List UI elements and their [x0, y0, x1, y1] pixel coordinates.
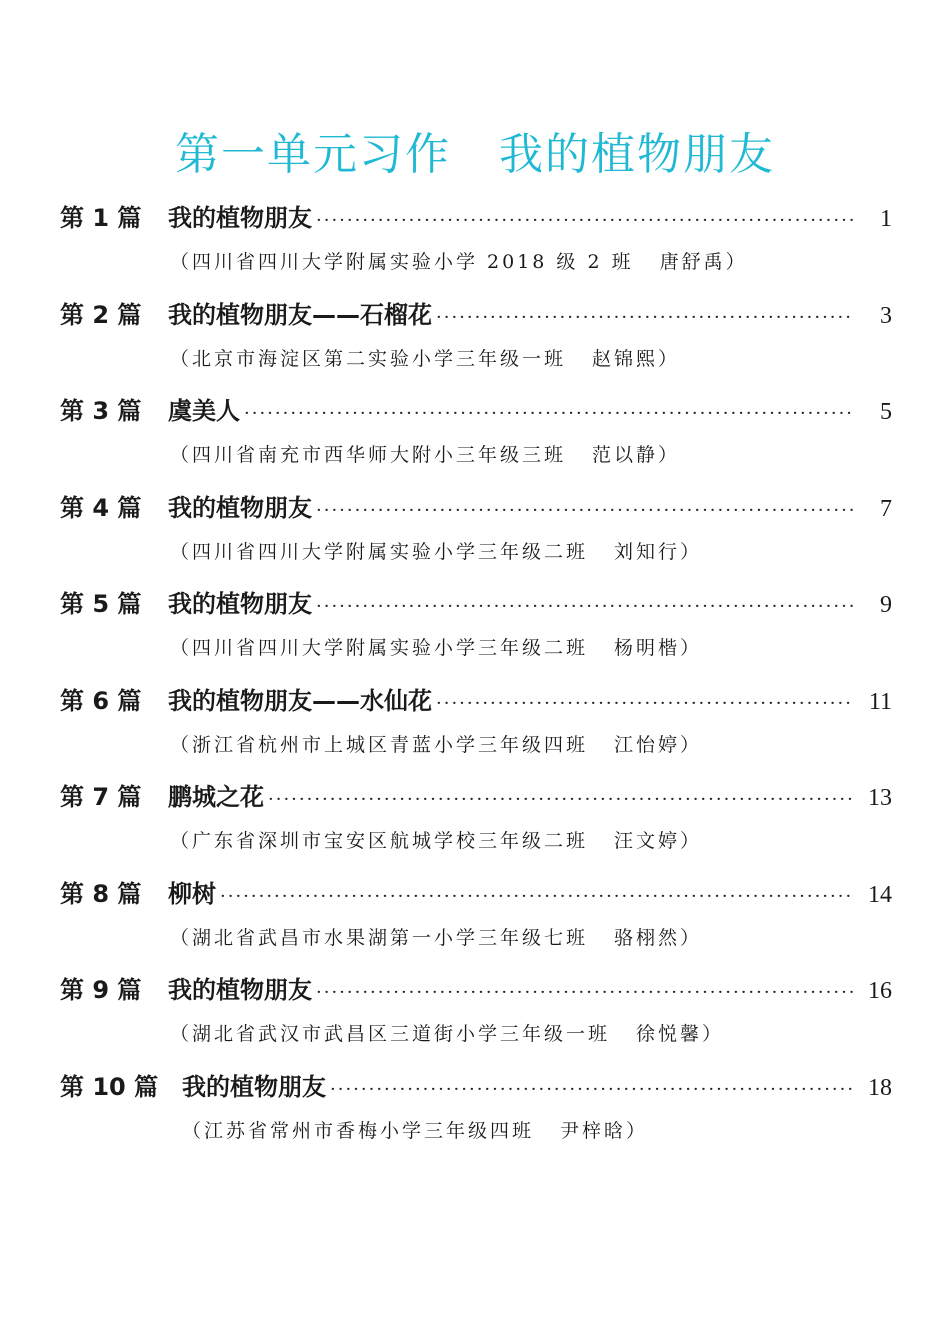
- toc-entry-link[interactable]: [60, 681, 892, 725]
- author-name: 刘知行）: [614, 540, 703, 563]
- entry-source: [60, 725, 892, 765]
- toc-entry-link[interactable]: [60, 391, 892, 435]
- entry-title: 柳树: [168, 879, 216, 908]
- entry-number: 第 9 篇: [60, 976, 142, 1004]
- entry-number: 第 1 篇: [60, 204, 142, 232]
- entry-number: 第 8 篇: [60, 879, 142, 908]
- toc-entry-2: [60, 295, 892, 392]
- leader-dots: [436, 693, 854, 714]
- author-name: 骆栩然）: [614, 926, 703, 949]
- toc-entry-4: [60, 488, 892, 585]
- page-number: 3: [880, 302, 892, 329]
- entry-title: 我的植物朋友——水仙花: [168, 686, 432, 715]
- school-name: （江苏省常州市香梅小学三年级四班: [182, 1119, 535, 1142]
- entry-number: 第 4 篇: [60, 493, 142, 522]
- entry-number: 第 10 篇: [60, 1072, 159, 1101]
- toc-entry-7: [60, 777, 892, 874]
- entry-source: [60, 339, 892, 379]
- entry-source: [60, 435, 892, 475]
- leader-dots: [316, 596, 854, 617]
- entry-title: 虞美人: [168, 397, 240, 425]
- entry-number: 第 2 篇: [60, 300, 142, 329]
- author-name: 徐悦馨）: [636, 1023, 725, 1045]
- table-of-contents: [60, 198, 892, 1163]
- school-name: （四川省四川大学附属实验小学 2018 级 2 班: [170, 251, 634, 273]
- toc-entry-1: [60, 198, 892, 295]
- toc-entry-link[interactable]: [60, 295, 892, 339]
- page-number: 18: [868, 1074, 892, 1101]
- toc-entry-3: [60, 391, 892, 488]
- entry-source: [60, 1111, 892, 1151]
- author-name: 赵锦熙）: [592, 347, 681, 370]
- leader-dots: [268, 789, 854, 810]
- toc-entry-9: [60, 970, 892, 1067]
- page-number: 5: [880, 399, 892, 425]
- entry-title: 我的植物朋友: [168, 976, 312, 1004]
- unit-label: 第一单元习作: [175, 129, 451, 180]
- toc-entry-8: [60, 874, 892, 971]
- page-number: 16: [868, 978, 892, 1004]
- toc-entry-link[interactable]: [60, 584, 892, 628]
- leader-dots: [330, 1079, 854, 1100]
- page-number: 1: [880, 206, 892, 232]
- school-name: （北京市海淀区第二实验小学三年级一班: [170, 347, 567, 370]
- leader-dots: [436, 307, 854, 328]
- school-name: （四川省四川大学附属实验小学三年级二班: [170, 637, 589, 659]
- leader-dots: [316, 500, 854, 521]
- entry-title: 我的植物朋友: [168, 493, 312, 522]
- school-name: （四川省南充市西华师大附小三年级三班: [170, 444, 567, 466]
- toc-entry-link[interactable]: [60, 874, 892, 918]
- author-name: 汪文婷）: [614, 830, 703, 852]
- entry-title: 我的植物朋友: [182, 1072, 326, 1101]
- toc-entry-6: [60, 681, 892, 778]
- entry-title: 我的植物朋友: [168, 590, 312, 618]
- entry-source: [60, 1014, 892, 1054]
- toc-entry-10: [60, 1067, 892, 1164]
- school-name: （湖北省武昌市水果湖第一小学三年级七班: [170, 926, 589, 949]
- school-name: （广东省深圳市宝安区航城学校三年级二班: [170, 830, 589, 852]
- unit-theme: 我的植物朋友: [499, 129, 775, 180]
- entry-title: 我的植物朋友——石榴花: [168, 300, 432, 329]
- entry-source: [60, 532, 892, 572]
- page-number: 11: [868, 688, 892, 715]
- page-number: 7: [880, 495, 892, 522]
- author-name: 江怡婷）: [614, 733, 703, 756]
- entry-number: 第 5 篇: [60, 590, 142, 618]
- entry-title: 我的植物朋友: [168, 204, 312, 232]
- page-title: [0, 118, 950, 182]
- page-number: 14: [868, 881, 892, 908]
- toc-entry-link[interactable]: [60, 198, 892, 242]
- leader-dots: [316, 982, 854, 1003]
- leader-dots: [220, 886, 854, 907]
- entry-source: [60, 628, 892, 668]
- leader-dots: [316, 210, 854, 231]
- author-name: 范以静）: [592, 444, 681, 466]
- author-name: 杨明楷）: [614, 637, 703, 659]
- entry-source: [60, 242, 892, 282]
- entry-source: [60, 918, 892, 958]
- entry-number: 第 7 篇: [60, 783, 142, 811]
- author-name: 尹梓晗）: [560, 1119, 649, 1142]
- leader-dots: [244, 403, 854, 424]
- school-name: （浙江省杭州市上城区青蓝小学三年级四班: [170, 733, 589, 756]
- entry-title: 鹏城之花: [168, 783, 264, 811]
- toc-entry-link[interactable]: [60, 970, 892, 1014]
- school-name: （湖北省武汉市武昌区三道街小学三年级一班: [170, 1023, 611, 1045]
- school-name: （四川省四川大学附属实验小学三年级二班: [170, 540, 589, 563]
- author-name: 唐舒禹）: [659, 251, 748, 273]
- toc-entry-link[interactable]: [60, 1067, 892, 1111]
- toc-entry-link[interactable]: [60, 488, 892, 532]
- entry-number: 第 6 篇: [60, 686, 142, 715]
- page-number: 13: [868, 785, 892, 811]
- page-number: 9: [880, 592, 892, 618]
- entry-number: 第 3 篇: [60, 397, 142, 425]
- entry-source: [60, 821, 892, 861]
- toc-entry-5: [60, 584, 892, 681]
- toc-entry-link[interactable]: [60, 777, 892, 821]
